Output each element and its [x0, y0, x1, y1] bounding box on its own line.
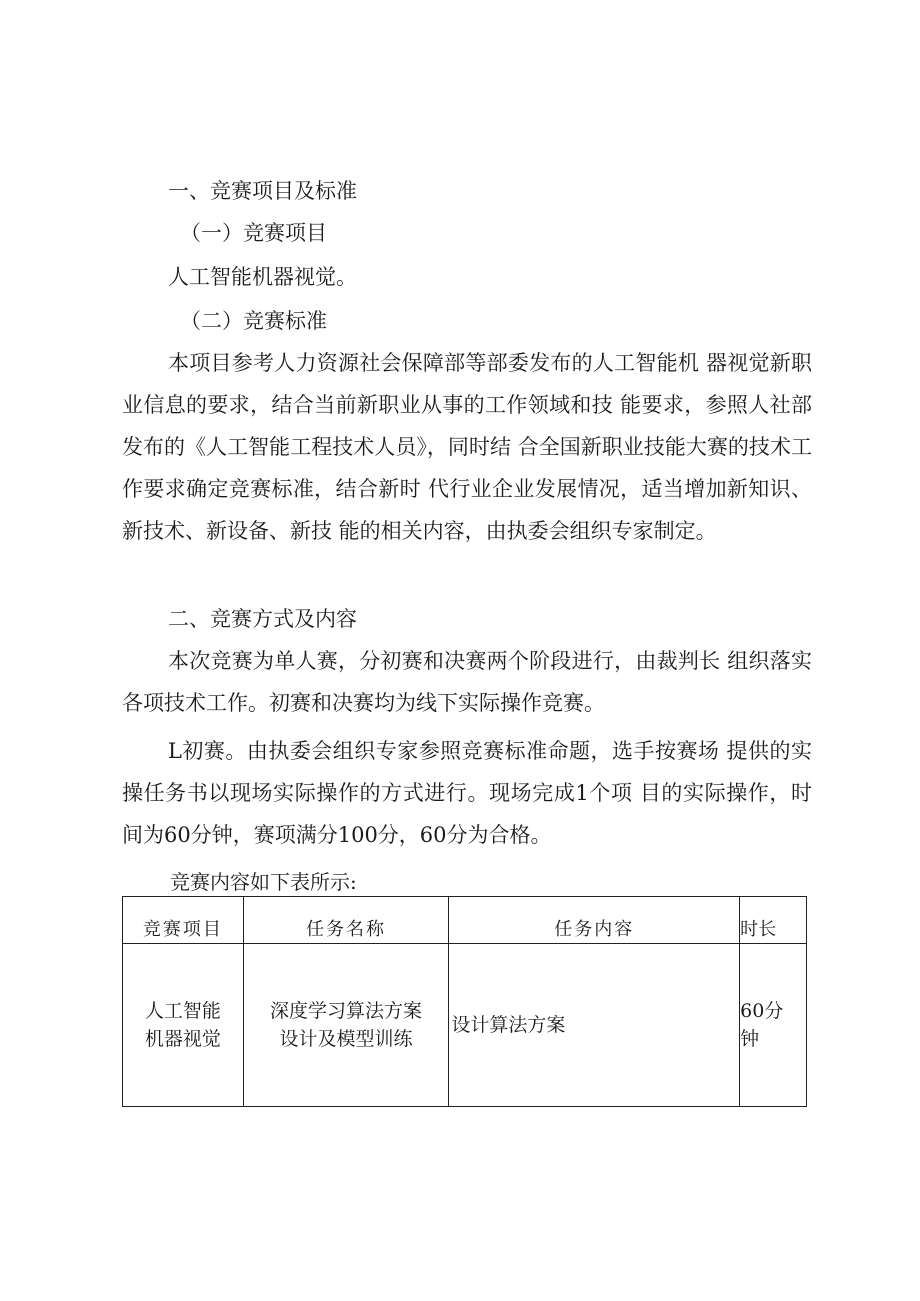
table-caption: 竞赛内容如下表所示: [170, 870, 357, 894]
table-header-row [123, 897, 807, 944]
header-task-name: 任务名称 [243, 897, 449, 944]
competition-content-table [122, 896, 807, 1107]
header-task-content: 任务内容 [449, 897, 740, 944]
header-competition-item: 竞赛项目 [123, 897, 244, 944]
section-2-paragraph-1: 本次竞赛为单人赛，分初赛和决赛两个阶段进行，由裁判长 组织落实各项技术工作。初赛和决赛均为线下实际操作竞赛。 [122, 649, 812, 715]
section-1-subheading-1: （一）竞赛项目 [180, 221, 327, 245]
cell-task-name [243, 944, 449, 1107]
cell-task-name-text: 深度学习算法方案设计及模型训练 [270, 1000, 423, 1050]
header-duration: 时长 [740, 897, 807, 944]
cell-duration-text: 60分钟 [740, 1000, 784, 1050]
section-2-heading: 二、竞赛方式及内容 [168, 607, 357, 631]
table-row [123, 944, 807, 1107]
cell-duration [740, 944, 807, 1107]
section-1-subheading-2: （二）竞赛标准 [180, 309, 327, 333]
section-1-heading: 一、竞赛项目及标准 [168, 179, 357, 203]
section-1-sub1-text: 人工智能机器视觉。 [168, 265, 357, 289]
section-1-sub2-paragraph: 本项目参考人力资源社会保障部等部委发布的人工智能机 器视觉新职业信息的要求，结合当前新职业从事的工作领域和技 能要求，参照人社部发布的《人工智能工程技术人员》，同时结 合全国新职业技能大赛的技术工作要求确定竞赛标准，结合新时 代行业企业发展情况，适当增加新知识、新技术、新设备、新技 能的相关内容，由执委会组织专家制定。 [122, 351, 812, 543]
cell-competition-item-text: 人工智能机器视觉 [144, 1000, 221, 1050]
cell-task-content [449, 944, 740, 1107]
cell-competition-item [123, 944, 244, 1107]
section-2-paragraph-2: L初赛。由执委会组织专家参照竞赛标准命题，选手按赛场 提供的实操任务书以现场实际操作的方式进行。现场完成1个项 目的实际操作，时间为60分钟，赛项满分100分，60分为合格。 [122, 739, 812, 847]
cell-task-content-text: 设计算法方案 [451, 1014, 566, 1036]
